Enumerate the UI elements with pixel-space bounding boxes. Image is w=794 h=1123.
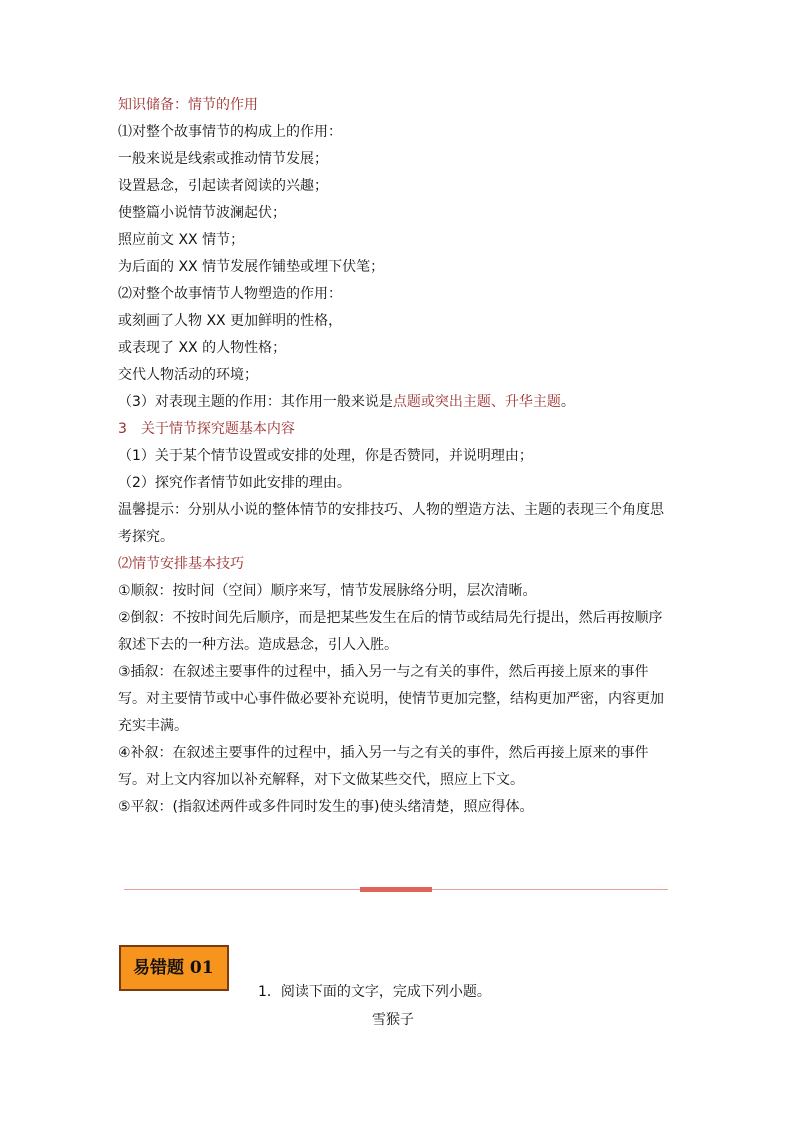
section2-title: ⑵对整个故事情节人物塑造的作用：: [118, 286, 342, 302]
section1-item: 设置悬念，引起读者阅读的兴趣；: [118, 178, 328, 194]
technique-item: ②倒叙：不按时间先后顺序，而是把某些发生在后的情节或结局先行提出，然后再按顺序叙述下去的一种方法。造成悬念，引人入胜。: [118, 610, 663, 653]
question-prompt: 1．阅读下面的文字，完成下列小题。: [258, 984, 491, 1000]
techniques-heading: ⑵情节安排基本技巧: [118, 556, 244, 572]
section1-item: 照应前文 XX 情节；: [118, 232, 245, 248]
technique-item: ①顺叙：按时间（空间）顺序来写，情节发展脉络分明，层次清晰。: [118, 583, 537, 599]
section1-item: 使整篇小说情节波澜起伏；: [118, 205, 286, 221]
content-body: [118, 92, 674, 821]
technique-item: ⑤平叙：(指叙述两件或多件同时发生的事)使头绪清楚，照应得体。: [118, 799, 534, 815]
technique-item: ④补叙：在叙述主要事件的过程中，插入另一与之有关的事件，然后再接上原来的事件写。对上文内容加以补充解释，对下文做某些交代，照应上下文。: [118, 745, 649, 788]
section3-highlight: 点题或突出主题、升华主题: [392, 394, 561, 410]
section1-item: 为后面的 XX 情节发展作铺垫或埋下伏笔；: [118, 259, 385, 275]
error-question-badge: 易错题 01: [119, 945, 229, 991]
section3-prefix: （3）对表现主题的作用：其作用一般来说是: [118, 394, 393, 410]
section2-item: 交代人物活动的环境；: [118, 367, 258, 383]
explore-heading: 3 关于情节探究题基本内容: [118, 421, 295, 437]
section1-title: ⑴对整个故事情节的构成上的作用：: [118, 124, 342, 140]
reading-title: 雪猴子: [372, 1012, 414, 1028]
technique-item: ③插叙：在叙述主要事件的过程中，插入另一与之有关的事件，然后再接上原来的事件写。对主要情节或中心事件做必要补充说明，使情节更加完整，结构更加严密，内容更加充实丰满。: [118, 664, 664, 734]
section3-suffix: 。: [560, 394, 575, 410]
section2-item: 或刻画了人物 XX 更加鲜明的性格，: [118, 313, 343, 329]
section2-item: 或表现了 XX 的人物性格；: [118, 340, 287, 356]
knowledge-heading: 知识储备：情节的作用: [118, 97, 258, 113]
explore-item: （1）关于某个情节设置或安排的处理，你是否赞同，并说明理由；: [118, 448, 533, 464]
section-divider-accent: [360, 887, 432, 892]
section1-item: 一般来说是线索或推动情节发展；: [118, 151, 328, 167]
explore-tip: 温馨提示：分别从小说的整体情节的安排技巧、人物的塑造方法、主题的表现三个角度思考探究。: [118, 502, 664, 545]
explore-item: （2）探究作者情节如此安排的理由。: [118, 475, 351, 491]
section3-line: [118, 389, 674, 416]
